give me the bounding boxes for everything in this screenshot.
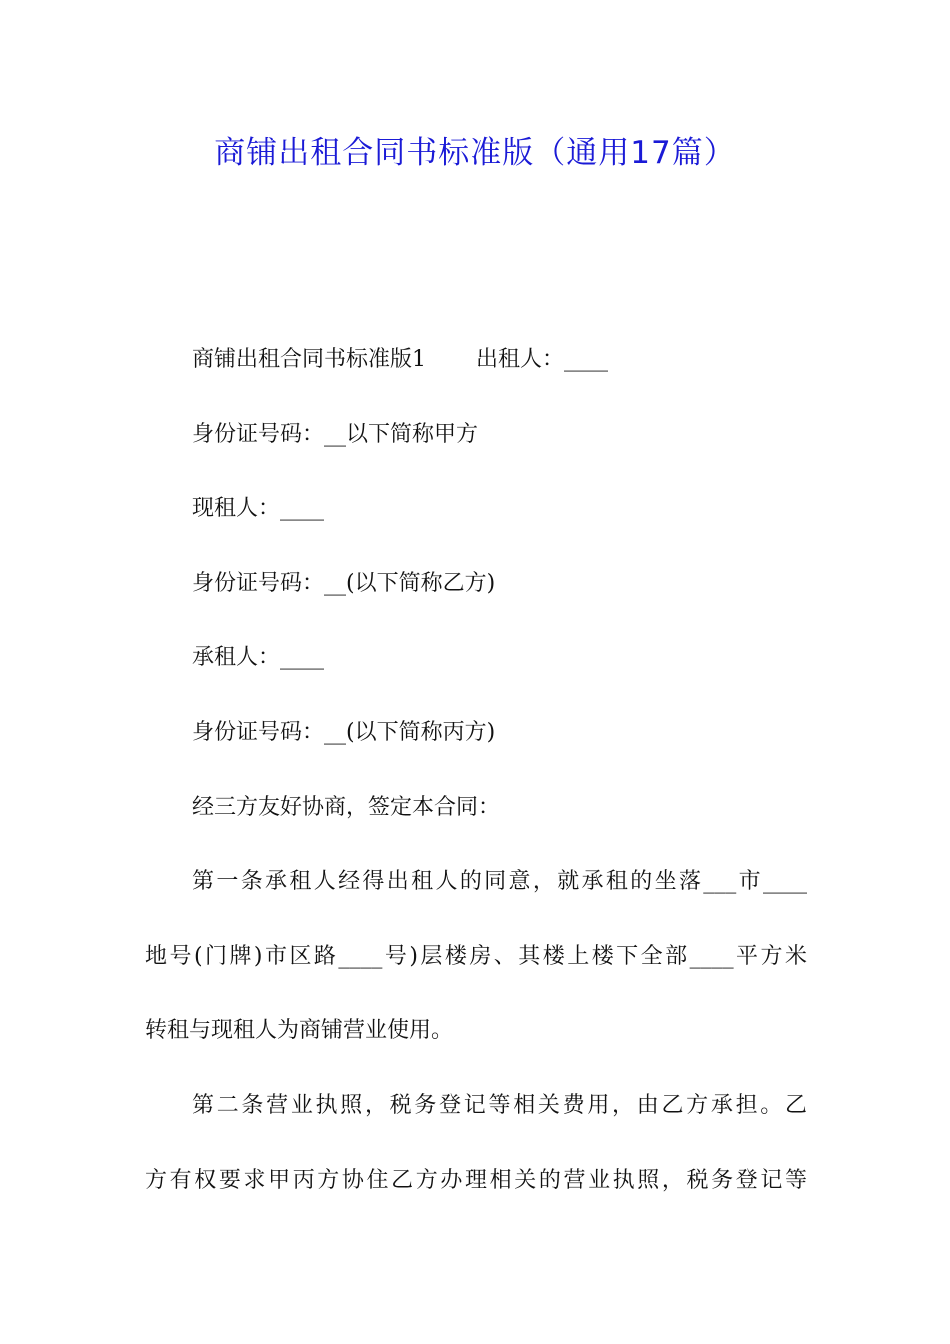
article-1-line-2: 地号(门牌)市区路____号)层楼房、其楼上楼下全部____平方米 [145,943,807,969]
article-2-line-1: 第二条营业执照，税务登记等相关费用，由乙方承担。乙 [192,1092,807,1118]
article-1-line-3: 转租与现租人为商铺营业使用。 [145,1018,454,1044]
article-2-line-2: 方有权要求甲丙方协住乙方办理相关的营业执照，税务登记等 [145,1167,807,1193]
lessee-line: 承租人：____ [192,645,325,671]
party-a-id-line: 身份证号码：__以下简称甲方 [192,421,479,447]
contract-version-label: 商铺出租合同书标准版1 [192,347,426,372]
agreement-intro-line: 经三方友好协商，签定本合同： [192,794,501,820]
party-c-id-line: 身份证号码：__(以下简称丙方) [192,719,496,745]
lessor-field: 出租人：____ [476,347,609,372]
document-title: 商铺出租合同书标准版（通用17篇） [214,135,736,171]
document-body [145,338,807,1233]
party-b-id-line: 身份证号码：__(以下简称乙方) [192,570,496,596]
heading-line [145,338,807,413]
current-tenant-line: 现租人：____ [192,496,325,522]
article-1-line-1: 第一条承租人经得出租人的同意，就承租的坐落___市____ [192,869,807,895]
